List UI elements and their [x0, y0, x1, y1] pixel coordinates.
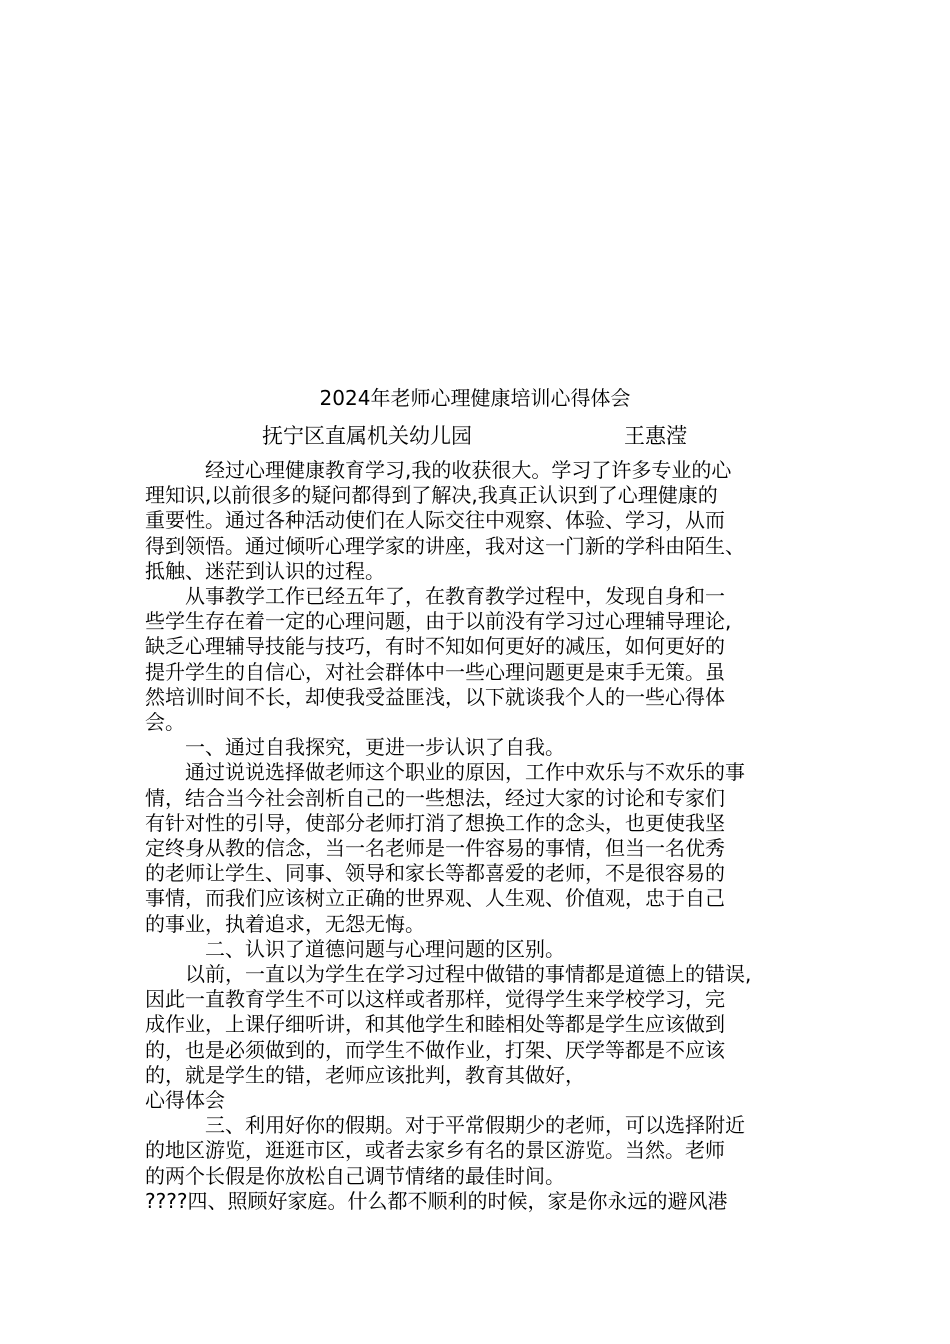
section-heading: 二、认识了道德问题与心理问题的区别。: [145, 936, 565, 961]
body-line: 会。: [145, 710, 185, 735]
body-line: 些学生存在着一定的心理问题，由于以前没有学习过心理辅导理论,: [145, 609, 732, 634]
organization-name: 抚宁区直属机关幼儿园: [262, 424, 472, 448]
body-line: 有针对性的引导，使部分老师打消了想换工作的念头，也更使我坚: [145, 810, 725, 835]
body-line: 得到领悟。通过倾听心理学家的讲座，我对这一门新的学科由陌生、: [145, 533, 745, 558]
body-line: 以前，一直以为学生在学习过程中做错的事情都是道德上的错误,: [145, 962, 752, 987]
body-line: 的事业，执着追求，无怨无悔。: [145, 911, 425, 936]
body-line: 重要性。通过各种活动使们在人际交往中观察、体验、学习，从而: [145, 508, 725, 533]
body-line: 提升学生的自信心，对社会群体中一些心理问题更是束手无策。虽: [145, 659, 725, 684]
body-line: 理知识,以前很多的疑问都得到了解决,我真正认识到了心理健康的: [145, 483, 718, 508]
byline: [262, 421, 687, 451]
body-line: 的，也是必须做到的，而学生不做作业，打架、厌学等都是不应该: [145, 1037, 725, 1062]
body-line: 因此一直教育学生不可以这样或者那样，觉得学生来学校学习，完: [145, 987, 725, 1012]
body-line: 情，结合当今社会剖析自己的一些想法，经过大家的讨论和专家们: [145, 785, 725, 810]
body-line: 的，就是学生的错，老师应该批判，教育其做好，: [145, 1062, 585, 1087]
body-line: 定终身从教的信念，当一名老师是一件容易的事情，但当一名优秀: [145, 836, 725, 861]
section-heading: 一、通过自我探究，更进一步认识了自我。: [145, 735, 565, 760]
body-line: 然培训时间不长，却使我受益匪浅，以下就谈我个人的一些心得体: [145, 684, 725, 709]
body-line: 经过心理健康教育学习,我的收获很大。学习了许多专业的心: [145, 458, 732, 482]
body-line: 缺乏心理辅导技能与技巧，有时不知如何更好的减压，如何更好的: [145, 634, 725, 659]
body-line: 抵触、迷茫到认识的过程。: [145, 558, 385, 583]
body-line: 通过说说选择做老师这个职业的原因，工作中欢乐与不欢乐的事: [145, 760, 745, 785]
section-heading: 三、利用好你的假期。对于平常假期少的老师，可以选择附近: [145, 1113, 745, 1138]
section-heading: ????四、照顾好家庭。什么都不顺利的时候，家是你永远的避风港: [145, 1188, 728, 1213]
body-line: 成作业，上课仔细听讲，和其他学生和睦相处等都是学生应该做到: [145, 1012, 725, 1037]
body-line: 事情，而我们应该树立正确的世界观、人生观、价值观，忠于自己: [145, 886, 725, 911]
author-name: 王惠滢: [624, 424, 687, 448]
document-body: [145, 458, 813, 1214]
body-line: 的地区游览，逛逛市区，或者去家乡有名的景区游览。当然。老师: [145, 1138, 725, 1163]
body-line: 从事教学工作已经五年了，在教育教学过程中，发现自身和一: [145, 584, 725, 609]
body-line: 的老师让学生、同事、领导和家长等都喜爱的老师，不是很容易的: [145, 861, 725, 886]
body-line: 心得体会: [145, 1088, 225, 1113]
document-title: 2024年老师心理健康培训心得体会: [319, 386, 631, 410]
body-line: 的两个长假是你放松自己调节情绪的最佳时间。: [145, 1163, 565, 1188]
